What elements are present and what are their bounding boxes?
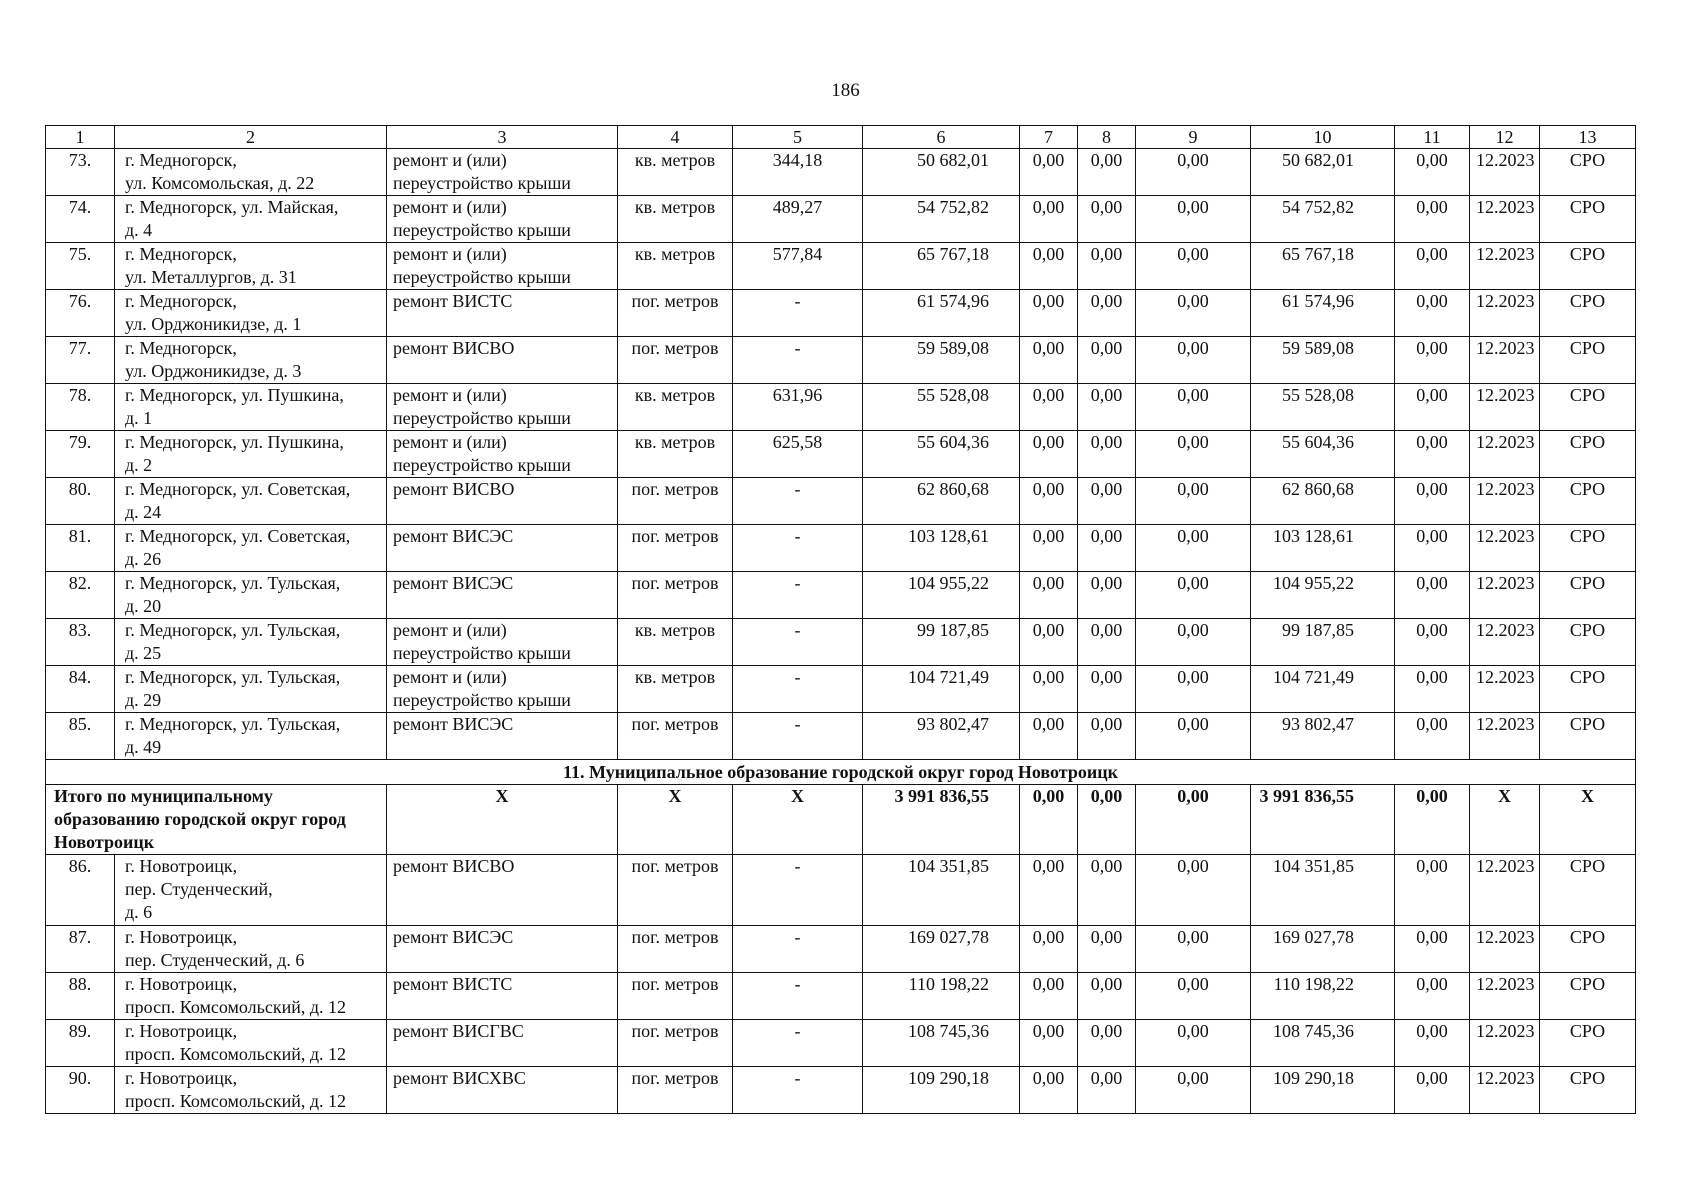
fund-owners-cell: 169 027,78 bbox=[1251, 926, 1395, 973]
method-cell: СРО bbox=[1540, 973, 1636, 1020]
unit-cell: пог. метров bbox=[618, 337, 733, 384]
fund-regional-cell: 0,00 bbox=[1078, 290, 1136, 337]
unit-cell: кв. метров bbox=[618, 384, 733, 431]
fund-other-cell: 0,00 bbox=[1395, 855, 1470, 926]
fund-local-cell: 0,00 bbox=[1136, 926, 1251, 973]
address-cell: г. Медногорск, ул. Пушкина, д. 2 bbox=[115, 431, 387, 478]
row-number: 90. bbox=[46, 1067, 115, 1114]
fund-other-cell: 0,00 bbox=[1395, 337, 1470, 384]
total-label: Итого по муниципальному образованию городской округ город Новотроицк bbox=[46, 785, 387, 855]
unit-cell: кв. метров bbox=[618, 431, 733, 478]
unit-cell: пог. метров bbox=[618, 926, 733, 973]
area-cell: - bbox=[733, 973, 863, 1020]
fund-local-cell: 0,00 bbox=[1136, 666, 1251, 713]
address-cell: г. Медногорск, ул. Советская, д. 24 bbox=[115, 478, 387, 525]
table-row bbox=[46, 478, 1636, 525]
fund-owners-cell: 99 187,85 bbox=[1251, 619, 1395, 666]
area-cell: - bbox=[733, 1020, 863, 1067]
fund-regional-cell: 0,00 bbox=[1078, 619, 1136, 666]
fund-federal-cell: 0,00 bbox=[1020, 973, 1078, 1020]
unit-cell: пог. метров bbox=[618, 1020, 733, 1067]
cost-total-cell: 65 767,18 bbox=[863, 243, 1020, 290]
total-c5-cell: Х bbox=[733, 785, 863, 855]
row-number: 86. bbox=[46, 855, 115, 926]
fund-regional-cell: 0,00 bbox=[1078, 478, 1136, 525]
deadline-cell: 12.2023 bbox=[1470, 666, 1540, 713]
fund-regional-cell: 0,00 bbox=[1078, 243, 1136, 290]
table-row bbox=[46, 149, 1636, 196]
deadline-cell: 12.2023 bbox=[1470, 149, 1540, 196]
fund-other-cell: 0,00 bbox=[1395, 572, 1470, 619]
header-cell: 12 bbox=[1470, 126, 1540, 149]
address-cell: г. Медногорск, ул. Тульская, д. 20 bbox=[115, 572, 387, 619]
fund-regional-cell: 0,00 bbox=[1078, 1020, 1136, 1067]
row-number: 74. bbox=[46, 196, 115, 243]
fund-regional-cell: 0,00 bbox=[1078, 149, 1136, 196]
table-row bbox=[46, 973, 1636, 1020]
table-row bbox=[46, 525, 1636, 572]
header-cell: 5 bbox=[733, 126, 863, 149]
header-cell: 11 bbox=[1395, 126, 1470, 149]
fund-other-cell: 0,00 bbox=[1395, 666, 1470, 713]
method-cell: СРО bbox=[1540, 337, 1636, 384]
deadline-cell: 12.2023 bbox=[1470, 572, 1540, 619]
fund-local-cell: 0,00 bbox=[1136, 1067, 1251, 1114]
cost-total-cell: 108 745,36 bbox=[863, 1020, 1020, 1067]
method-cell: СРО bbox=[1540, 149, 1636, 196]
work-type-cell: ремонт и (или) переустройство крыши bbox=[387, 149, 618, 196]
deadline-cell: 12.2023 bbox=[1470, 290, 1540, 337]
address-cell: г. Медногорск, ул. Металлургов, д. 31 bbox=[115, 243, 387, 290]
fund-local-cell: 0,00 bbox=[1136, 855, 1251, 926]
method-cell: СРО bbox=[1540, 290, 1636, 337]
work-type-cell: ремонт ВИСВО bbox=[387, 855, 618, 926]
fund-regional-cell: 0,00 bbox=[1078, 337, 1136, 384]
cost-total-cell: 55 528,08 bbox=[863, 384, 1020, 431]
table-row bbox=[46, 196, 1636, 243]
fund-federal-cell: 0,00 bbox=[1020, 290, 1078, 337]
fund-owners-cell: 59 589,08 bbox=[1251, 337, 1395, 384]
fund-owners-cell: 104 721,49 bbox=[1251, 666, 1395, 713]
fund-local-cell: 0,00 bbox=[1136, 243, 1251, 290]
fund-regional-cell: 0,00 bbox=[1078, 713, 1136, 760]
fund-local-cell: 0,00 bbox=[1136, 1020, 1251, 1067]
section-title: 11. Муниципальное образование городской округ город Новотроицк bbox=[46, 760, 1636, 785]
row-number: 89. bbox=[46, 1020, 115, 1067]
cost-total-cell: 109 290,18 bbox=[863, 1067, 1020, 1114]
row-number: 83. bbox=[46, 619, 115, 666]
work-type-cell: ремонт ВИСЭС bbox=[387, 926, 618, 973]
table-row bbox=[46, 926, 1636, 973]
address-cell: г. Медногорск, ул. Комсомольская, д. 22 bbox=[115, 149, 387, 196]
fund-federal-cell: 0,00 bbox=[1020, 713, 1078, 760]
row-number: 77. bbox=[46, 337, 115, 384]
fund-federal-cell: 0,00 bbox=[1020, 619, 1078, 666]
fund-owners-cell: 54 752,82 bbox=[1251, 196, 1395, 243]
deadline-cell: 12.2023 bbox=[1470, 431, 1540, 478]
deadline-cell: 12.2023 bbox=[1470, 1020, 1540, 1067]
fund-owners-cell: 110 198,22 bbox=[1251, 973, 1395, 1020]
area-cell: 344,18 bbox=[733, 149, 863, 196]
row-number: 78. bbox=[46, 384, 115, 431]
area-cell: - bbox=[733, 619, 863, 666]
deadline-cell: 12.2023 bbox=[1470, 478, 1540, 525]
fund-regional-cell: 0,00 bbox=[1078, 666, 1136, 713]
cost-total-cell: 54 752,82 bbox=[863, 196, 1020, 243]
header-cell: 3 bbox=[387, 126, 618, 149]
work-type-cell: ремонт ВИСЭС bbox=[387, 525, 618, 572]
fund-owners-cell: 93 802,47 bbox=[1251, 713, 1395, 760]
column-number-header-row bbox=[46, 126, 1636, 149]
work-type-cell: ремонт ВИСХВС bbox=[387, 1067, 618, 1114]
method-cell: СРО bbox=[1540, 572, 1636, 619]
fund-federal-cell: 0,00 bbox=[1020, 525, 1078, 572]
unit-cell: пог. метров bbox=[618, 525, 733, 572]
deadline-cell: 12.2023 bbox=[1470, 243, 1540, 290]
header-cell: 9 bbox=[1136, 126, 1251, 149]
fund-regional-cell: 0,00 bbox=[1078, 973, 1136, 1020]
header-cell: 13 bbox=[1540, 126, 1636, 149]
address-cell: г. Медногорск, ул. Пушкина, д. 1 bbox=[115, 384, 387, 431]
cost-total-cell: 169 027,78 bbox=[863, 926, 1020, 973]
header-cell: 4 bbox=[618, 126, 733, 149]
area-cell: - bbox=[733, 478, 863, 525]
deadline-cell: 12.2023 bbox=[1470, 525, 1540, 572]
cost-total-cell: 62 860,68 bbox=[863, 478, 1020, 525]
area-cell: - bbox=[733, 337, 863, 384]
work-type-cell: ремонт ВИСЭС bbox=[387, 572, 618, 619]
address-cell: г. Медногорск, ул. Советская, д. 26 bbox=[115, 525, 387, 572]
method-cell: СРО bbox=[1540, 1067, 1636, 1114]
header-cell: 6 bbox=[863, 126, 1020, 149]
fund-federal-cell: 0,00 bbox=[1020, 926, 1078, 973]
page-number: 186 bbox=[831, 80, 860, 101]
fund-owners-cell: 55 528,08 bbox=[1251, 384, 1395, 431]
unit-cell: пог. метров bbox=[618, 572, 733, 619]
fund-local-cell: 0,00 bbox=[1136, 149, 1251, 196]
work-type-cell: ремонт и (или) переустройство крыши bbox=[387, 196, 618, 243]
table-row bbox=[46, 619, 1636, 666]
cost-total-cell: 104 351,85 bbox=[863, 855, 1020, 926]
address-cell: г. Медногорск, ул. Тульская, д. 29 bbox=[115, 666, 387, 713]
area-cell: 625,58 bbox=[733, 431, 863, 478]
total-c8-cell: 0,00 bbox=[1078, 785, 1136, 855]
fund-regional-cell: 0,00 bbox=[1078, 196, 1136, 243]
area-cell: - bbox=[733, 855, 863, 926]
fund-other-cell: 0,00 bbox=[1395, 149, 1470, 196]
fund-federal-cell: 0,00 bbox=[1020, 196, 1078, 243]
fund-regional-cell: 0,00 bbox=[1078, 525, 1136, 572]
fund-owners-cell: 109 290,18 bbox=[1251, 1067, 1395, 1114]
address-cell: г. Новотроицк, пер. Студенческий, д. 6 bbox=[115, 855, 387, 926]
table-row bbox=[46, 855, 1636, 926]
repair-program-table bbox=[45, 125, 1636, 1114]
table-row bbox=[46, 243, 1636, 290]
cost-total-cell: 104 721,49 bbox=[863, 666, 1020, 713]
fund-owners-cell: 65 767,18 bbox=[1251, 243, 1395, 290]
fund-owners-cell: 108 745,36 bbox=[1251, 1020, 1395, 1067]
cost-total-cell: 55 604,36 bbox=[863, 431, 1020, 478]
method-cell: СРО bbox=[1540, 619, 1636, 666]
total-c4-cell: Х bbox=[618, 785, 733, 855]
table-row bbox=[46, 384, 1636, 431]
fund-owners-cell: 62 860,68 bbox=[1251, 478, 1395, 525]
fund-regional-cell: 0,00 bbox=[1078, 384, 1136, 431]
deadline-cell: 12.2023 bbox=[1470, 713, 1540, 760]
row-number: 81. bbox=[46, 525, 115, 572]
row-number: 76. bbox=[46, 290, 115, 337]
fund-other-cell: 0,00 bbox=[1395, 525, 1470, 572]
work-type-cell: ремонт и (или) переустройство крыши bbox=[387, 619, 618, 666]
address-cell: г. Медногорск, ул. Орджоникидзе, д. 3 bbox=[115, 337, 387, 384]
fund-local-cell: 0,00 bbox=[1136, 196, 1251, 243]
unit-cell: кв. метров bbox=[618, 619, 733, 666]
fund-other-cell: 0,00 bbox=[1395, 926, 1470, 973]
row-number: 80. bbox=[46, 478, 115, 525]
row-number: 82. bbox=[46, 572, 115, 619]
deadline-cell: 12.2023 bbox=[1470, 619, 1540, 666]
deadline-cell: 12.2023 bbox=[1470, 926, 1540, 973]
table-row bbox=[46, 1067, 1636, 1114]
fund-regional-cell: 0,00 bbox=[1078, 855, 1136, 926]
area-cell: - bbox=[733, 926, 863, 973]
area-cell: 631,96 bbox=[733, 384, 863, 431]
area-cell: - bbox=[733, 572, 863, 619]
fund-other-cell: 0,00 bbox=[1395, 1067, 1470, 1114]
method-cell: СРО bbox=[1540, 478, 1636, 525]
address-cell: г. Новотроицк, пер. Студенческий, д. 6 bbox=[115, 926, 387, 973]
table-row bbox=[46, 666, 1636, 713]
cost-total-cell: 93 802,47 bbox=[863, 713, 1020, 760]
deadline-cell: 12.2023 bbox=[1470, 196, 1540, 243]
header-cell: 1 bbox=[46, 126, 115, 149]
fund-federal-cell: 0,00 bbox=[1020, 1020, 1078, 1067]
cost-total-cell: 110 198,22 bbox=[863, 973, 1020, 1020]
cost-total-cell: 99 187,85 bbox=[863, 619, 1020, 666]
cost-total-cell: 50 682,01 bbox=[863, 149, 1020, 196]
header-cell: 2 bbox=[115, 126, 387, 149]
deadline-cell: 12.2023 bbox=[1470, 855, 1540, 926]
cost-total-cell: 59 589,08 bbox=[863, 337, 1020, 384]
fund-regional-cell: 0,00 bbox=[1078, 572, 1136, 619]
fund-other-cell: 0,00 bbox=[1395, 290, 1470, 337]
fund-other-cell: 0,00 bbox=[1395, 196, 1470, 243]
unit-cell: пог. метров bbox=[618, 973, 733, 1020]
fund-local-cell: 0,00 bbox=[1136, 290, 1251, 337]
table-row bbox=[46, 290, 1636, 337]
row-number: 84. bbox=[46, 666, 115, 713]
method-cell: СРО bbox=[1540, 926, 1636, 973]
fund-federal-cell: 0,00 bbox=[1020, 1067, 1078, 1114]
unit-cell: кв. метров bbox=[618, 196, 733, 243]
fund-owners-cell: 104 955,22 bbox=[1251, 572, 1395, 619]
method-cell: СРО bbox=[1540, 384, 1636, 431]
deadline-cell: 12.2023 bbox=[1470, 337, 1540, 384]
work-type-cell: ремонт ВИСВО bbox=[387, 337, 618, 384]
deadline-cell: 12.2023 bbox=[1470, 973, 1540, 1020]
row-number: 85. bbox=[46, 713, 115, 760]
unit-cell: пог. метров bbox=[618, 855, 733, 926]
fund-local-cell: 0,00 bbox=[1136, 525, 1251, 572]
header-cell: 7 bbox=[1020, 126, 1078, 149]
fund-federal-cell: 0,00 bbox=[1020, 666, 1078, 713]
method-cell: СРО bbox=[1540, 855, 1636, 926]
total-c7-cell: 0,00 bbox=[1020, 785, 1078, 855]
method-cell: СРО bbox=[1540, 525, 1636, 572]
fund-other-cell: 0,00 bbox=[1395, 713, 1470, 760]
address-cell: г. Медногорск, ул. Майская, д. 4 bbox=[115, 196, 387, 243]
method-cell: СРО bbox=[1540, 666, 1636, 713]
area-cell: - bbox=[733, 525, 863, 572]
work-type-cell: ремонт и (или) переустройство крыши bbox=[387, 666, 618, 713]
address-cell: г. Медногорск, ул. Тульская, д. 25 bbox=[115, 619, 387, 666]
fund-local-cell: 0,00 bbox=[1136, 973, 1251, 1020]
fund-owners-cell: 104 351,85 bbox=[1251, 855, 1395, 926]
table-row bbox=[46, 572, 1636, 619]
work-type-cell: ремонт ВИСТС bbox=[387, 973, 618, 1020]
total-c12-cell: Х bbox=[1470, 785, 1540, 855]
fund-owners-cell: 61 574,96 bbox=[1251, 290, 1395, 337]
total-row bbox=[46, 785, 1636, 855]
method-cell: СРО bbox=[1540, 1020, 1636, 1067]
table-row bbox=[46, 1020, 1636, 1067]
work-type-cell: ремонт ВИСГВС bbox=[387, 1020, 618, 1067]
fund-other-cell: 0,00 bbox=[1395, 243, 1470, 290]
table-row bbox=[46, 337, 1636, 384]
total-c13-cell: Х bbox=[1540, 785, 1636, 855]
cost-total-cell: 61 574,96 bbox=[863, 290, 1020, 337]
fund-other-cell: 0,00 bbox=[1395, 973, 1470, 1020]
cost-total-cell: 104 955,22 bbox=[863, 572, 1020, 619]
fund-federal-cell: 0,00 bbox=[1020, 855, 1078, 926]
row-number: 75. bbox=[46, 243, 115, 290]
unit-cell: кв. метров bbox=[618, 243, 733, 290]
fund-local-cell: 0,00 bbox=[1136, 619, 1251, 666]
unit-cell: пог. метров bbox=[618, 290, 733, 337]
fund-regional-cell: 0,00 bbox=[1078, 926, 1136, 973]
fund-local-cell: 0,00 bbox=[1136, 478, 1251, 525]
fund-local-cell: 0,00 bbox=[1136, 384, 1251, 431]
work-type-cell: ремонт и (или) переустройство крыши bbox=[387, 243, 618, 290]
method-cell: СРО bbox=[1540, 196, 1636, 243]
address-cell: г. Медногорск, ул. Орджоникидзе, д. 1 bbox=[115, 290, 387, 337]
total-c9-cell: 0,00 bbox=[1136, 785, 1251, 855]
fund-federal-cell: 0,00 bbox=[1020, 478, 1078, 525]
row-number: 88. bbox=[46, 973, 115, 1020]
fund-federal-cell: 0,00 bbox=[1020, 572, 1078, 619]
area-cell: - bbox=[733, 290, 863, 337]
work-type-cell: ремонт ВИСТС bbox=[387, 290, 618, 337]
fund-local-cell: 0,00 bbox=[1136, 572, 1251, 619]
work-type-cell: ремонт и (или) переустройство крыши bbox=[387, 384, 618, 431]
area-cell: - bbox=[733, 713, 863, 760]
unit-cell: кв. метров bbox=[618, 666, 733, 713]
fund-other-cell: 0,00 bbox=[1395, 384, 1470, 431]
fund-local-cell: 0,00 bbox=[1136, 337, 1251, 384]
fund-owners-cell: 55 604,36 bbox=[1251, 431, 1395, 478]
area-cell: - bbox=[733, 666, 863, 713]
fund-federal-cell: 0,00 bbox=[1020, 431, 1078, 478]
deadline-cell: 12.2023 bbox=[1470, 384, 1540, 431]
unit-cell: пог. метров bbox=[618, 713, 733, 760]
cost-total-cell: 103 128,61 bbox=[863, 525, 1020, 572]
deadline-cell: 12.2023 bbox=[1470, 1067, 1540, 1114]
address-cell: г. Новотроицк, просп. Комсомольский, д. 12 bbox=[115, 1067, 387, 1114]
fund-other-cell: 0,00 bbox=[1395, 431, 1470, 478]
header-cell: 8 bbox=[1078, 126, 1136, 149]
table-row bbox=[46, 431, 1636, 478]
total-c10-cell: 3 991 836,55 bbox=[1251, 785, 1395, 855]
fund-local-cell: 0,00 bbox=[1136, 431, 1251, 478]
row-number: 73. bbox=[46, 149, 115, 196]
fund-federal-cell: 0,00 bbox=[1020, 337, 1078, 384]
method-cell: СРО bbox=[1540, 713, 1636, 760]
area-cell: 489,27 bbox=[733, 196, 863, 243]
section-header-row bbox=[46, 760, 1636, 785]
fund-regional-cell: 0,00 bbox=[1078, 1067, 1136, 1114]
fund-local-cell: 0,00 bbox=[1136, 713, 1251, 760]
fund-owners-cell: 50 682,01 bbox=[1251, 149, 1395, 196]
row-number: 79. bbox=[46, 431, 115, 478]
fund-federal-cell: 0,00 bbox=[1020, 384, 1078, 431]
method-cell: СРО bbox=[1540, 243, 1636, 290]
work-type-cell: ремонт ВИСЭС bbox=[387, 713, 618, 760]
total-c6-cell: 3 991 836,55 bbox=[863, 785, 1020, 855]
address-cell: г. Новотроицк, просп. Комсомольский, д. 12 bbox=[115, 973, 387, 1020]
fund-other-cell: 0,00 bbox=[1395, 619, 1470, 666]
fund-regional-cell: 0,00 bbox=[1078, 431, 1136, 478]
area-cell: - bbox=[733, 1067, 863, 1114]
fund-owners-cell: 103 128,61 bbox=[1251, 525, 1395, 572]
area-cell: 577,84 bbox=[733, 243, 863, 290]
work-type-cell: ремонт ВИСВО bbox=[387, 478, 618, 525]
total-c11-cell: 0,00 bbox=[1395, 785, 1470, 855]
fund-other-cell: 0,00 bbox=[1395, 1020, 1470, 1067]
method-cell: СРО bbox=[1540, 431, 1636, 478]
header-cell: 10 bbox=[1251, 126, 1395, 149]
fund-other-cell: 0,00 bbox=[1395, 478, 1470, 525]
table-row bbox=[46, 713, 1636, 760]
total-c3-cell: Х bbox=[387, 785, 618, 855]
fund-federal-cell: 0,00 bbox=[1020, 149, 1078, 196]
address-cell: г. Медногорск, ул. Тульская, д. 49 bbox=[115, 713, 387, 760]
address-cell: г. Новотроицк, просп. Комсомольский, д. 12 bbox=[115, 1020, 387, 1067]
unit-cell: пог. метров bbox=[618, 478, 733, 525]
fund-federal-cell: 0,00 bbox=[1020, 243, 1078, 290]
work-type-cell: ремонт и (или) переустройство крыши bbox=[387, 431, 618, 478]
row-number: 87. bbox=[46, 926, 115, 973]
unit-cell: кв. метров bbox=[618, 149, 733, 196]
unit-cell: пог. метров bbox=[618, 1067, 733, 1114]
